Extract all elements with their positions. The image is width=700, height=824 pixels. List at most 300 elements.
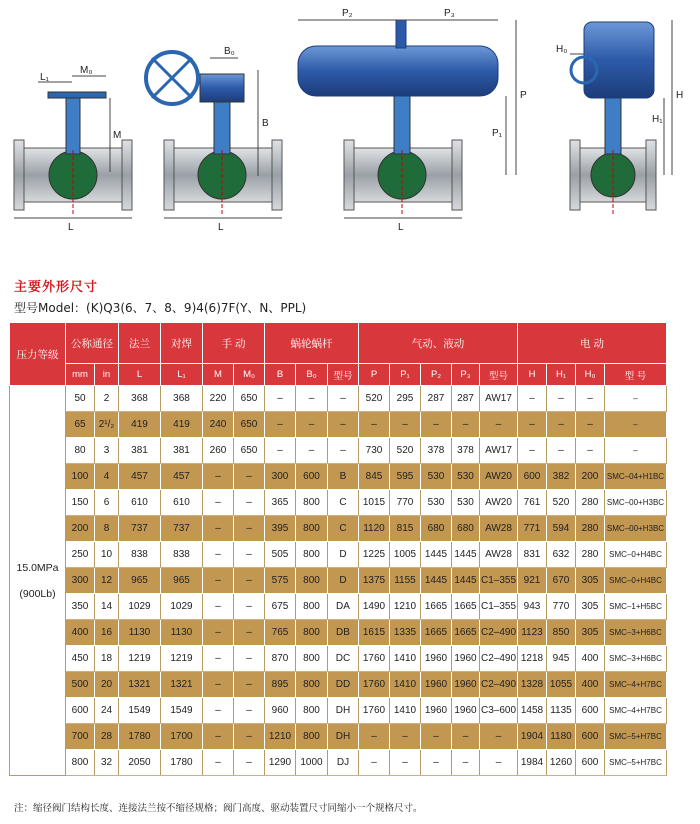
table-cell: 520 <box>390 438 421 464</box>
header-sub: H₁ <box>547 364 576 386</box>
table-cell: – <box>203 724 234 750</box>
header-sub: H <box>518 364 547 386</box>
table-row <box>10 386 667 412</box>
table-cell: 1665 <box>452 594 480 620</box>
table-cell: 381 <box>119 438 161 464</box>
table-cell: 800 <box>296 724 328 750</box>
table-cell: 800 <box>296 542 328 568</box>
table-cell: SMC–00+H3BC <box>605 516 667 542</box>
table-cell: DH <box>328 698 359 724</box>
table-row <box>10 412 667 438</box>
table-cell: C3–600 <box>480 698 518 724</box>
table-cell: 1960 <box>421 698 452 724</box>
table-cell: – <box>390 724 421 750</box>
model-line: 型号Model：(K)Q3(6、7、8、9)4(6)7F(Y、N、PPL) <box>14 301 307 315</box>
table-cell: – <box>576 438 605 464</box>
table-cell: C2–490 <box>480 672 518 698</box>
table-cell: – <box>576 386 605 412</box>
header-sub: M₀ <box>234 364 265 386</box>
table-cell: 600 <box>66 698 95 724</box>
table-cell: – <box>605 386 667 412</box>
table-cell: DA <box>328 594 359 620</box>
dim-label-P: P <box>520 90 527 101</box>
table-cell: – <box>359 724 390 750</box>
table-cell: 1960 <box>421 672 452 698</box>
table-cell: 1218 <box>518 646 547 672</box>
header-sub: L₁ <box>161 364 203 386</box>
table-cell: – <box>265 386 296 412</box>
table-cell: SMC–3+H6BC <box>605 620 667 646</box>
table-cell: 650 <box>234 412 265 438</box>
table-cell: 300 <box>265 464 296 490</box>
table-cell: 220 <box>203 386 234 412</box>
table-cell: 80 <box>66 438 95 464</box>
table-cell: 610 <box>119 490 161 516</box>
table-cell: 737 <box>161 516 203 542</box>
footnote: 注：缩径阀门结构长度、连接法兰按不缩径规格；阀门高度、驱动装置尺寸同缩小一个规格尺寸。 <box>14 803 423 814</box>
table-cell: – <box>547 386 576 412</box>
table-cell: 6 <box>95 490 119 516</box>
header-group: 对焊 <box>161 323 203 364</box>
table-cell: 1458 <box>518 698 547 724</box>
header-sub: L <box>119 364 161 386</box>
header-pressure: 压力等级 <box>10 323 66 386</box>
table-cell: 240 <box>203 412 234 438</box>
table-cell: 305 <box>576 594 605 620</box>
table-cell: 10 <box>95 542 119 568</box>
table-cell: 680 <box>452 516 480 542</box>
table-cell: 1780 <box>161 750 203 776</box>
table-cell: 771 <box>518 516 547 542</box>
table-cell: 1000 <box>296 750 328 776</box>
table-cell: – <box>421 750 452 776</box>
table-cell: – <box>518 386 547 412</box>
table-cell: 800 <box>296 672 328 698</box>
table-cell: C2–490 <box>480 620 518 646</box>
table-cell: – <box>203 464 234 490</box>
table-cell: 1445 <box>452 568 480 594</box>
table-cell: 1445 <box>421 542 452 568</box>
table-cell: SMC–0+H4BC <box>605 568 667 594</box>
table-cell: 1210 <box>265 724 296 750</box>
dim-label-L: L <box>68 222 74 233</box>
table-cell: 1375 <box>359 568 390 594</box>
table-cell: 8 <box>95 516 119 542</box>
table-cell: 1260 <box>547 750 576 776</box>
table-cell: C <box>328 490 359 516</box>
table-cell: 838 <box>161 542 203 568</box>
table-cell: DD <box>328 672 359 698</box>
table-cell: 280 <box>576 490 605 516</box>
table-cell: 305 <box>576 568 605 594</box>
dim-label-M: M <box>113 130 122 141</box>
table-cell: – <box>203 698 234 724</box>
table-cell: – <box>234 568 265 594</box>
table-cell: 600 <box>576 724 605 750</box>
table-cell: 20 <box>95 672 119 698</box>
table-cell: – <box>203 672 234 698</box>
table-cell: D <box>328 568 359 594</box>
table-cell: 457 <box>119 464 161 490</box>
table-cell: 350 <box>66 594 95 620</box>
table-cell: 400 <box>576 646 605 672</box>
table-cell: 1290 <box>265 750 296 776</box>
table-cell: 505 <box>265 542 296 568</box>
table-cell: 368 <box>161 386 203 412</box>
pressure-class-cell <box>10 386 66 776</box>
table-cell: C1–355 <box>480 594 518 620</box>
table-cell: 921 <box>518 568 547 594</box>
table-cell: – <box>234 620 265 646</box>
table-cell: C <box>328 516 359 542</box>
table-cell: – <box>452 750 480 776</box>
header-sub: P₃ <box>452 364 480 386</box>
table-cell: 1445 <box>452 542 480 568</box>
pressure-class-line: (900Lb) <box>19 587 56 600</box>
header-sub-row <box>10 364 667 386</box>
table-cell: – <box>452 724 480 750</box>
header-sub: 型 号 <box>605 364 667 386</box>
table-cell: 2050 <box>119 750 161 776</box>
header-sub: P₂ <box>421 364 452 386</box>
table-cell: 530 <box>421 464 452 490</box>
table-cell: SMC–5+H7BC <box>605 724 667 750</box>
table-cell: 770 <box>547 594 576 620</box>
table-cell: 14 <box>95 594 119 620</box>
table-row <box>10 542 667 568</box>
table-cell: 1445 <box>421 568 452 594</box>
table-cell: C1–355 <box>480 568 518 594</box>
table-cell: 895 <box>265 672 296 698</box>
table-cell: SMC–5+H7BC <box>605 750 667 776</box>
table-cell: 287 <box>421 386 452 412</box>
table-cell: 700 <box>66 724 95 750</box>
table-cell: 65 <box>66 412 95 438</box>
table-cell: 530 <box>452 490 480 516</box>
header-sub: B₀ <box>296 364 328 386</box>
section-title: 主要外形尺寸 <box>14 280 99 295</box>
table-cell: 368 <box>119 386 161 412</box>
table-cell: 943 <box>518 594 547 620</box>
table-row <box>10 724 667 750</box>
table-cell: 610 <box>161 490 203 516</box>
dim-label-B: B <box>262 118 269 129</box>
table-cell: AW20 <box>480 490 518 516</box>
table-cell: 520 <box>547 490 576 516</box>
table-cell: – <box>296 412 328 438</box>
table-cell: – <box>547 438 576 464</box>
header-sub: mm <box>66 364 95 386</box>
table-cell: – <box>390 412 421 438</box>
table-cell: – <box>421 724 452 750</box>
table-cell: – <box>265 412 296 438</box>
table-cell: 595 <box>390 464 421 490</box>
table-cell: 600 <box>296 464 328 490</box>
table-cell: AW28 <box>480 516 518 542</box>
table-cell: 1219 <box>161 646 203 672</box>
table-cell: DB <box>328 620 359 646</box>
table-cell: 1219 <box>119 646 161 672</box>
table-cell: 765 <box>265 620 296 646</box>
table-cell: 1015 <box>359 490 390 516</box>
table-cell: AW20 <box>480 464 518 490</box>
table-cell: – <box>203 542 234 568</box>
table-cell: 650 <box>234 438 265 464</box>
table-row <box>10 698 667 724</box>
table-row <box>10 568 667 594</box>
table-cell: 520 <box>359 386 390 412</box>
table-cell: 1005 <box>390 542 421 568</box>
table-cell: 1055 <box>547 672 576 698</box>
table-cell: 200 <box>576 464 605 490</box>
table-cell: – <box>296 386 328 412</box>
table-cell: 378 <box>421 438 452 464</box>
table-cell: – <box>203 646 234 672</box>
table-cell: 594 <box>547 516 576 542</box>
table-cell: 100 <box>66 464 95 490</box>
table-cell: 200 <box>66 516 95 542</box>
table-cell: 1780 <box>119 724 161 750</box>
dim-label-H0: H₀ <box>556 44 568 55</box>
table-cell: 831 <box>518 542 547 568</box>
table-row <box>10 646 667 672</box>
table-cell: 1760 <box>359 698 390 724</box>
table-cell: 1180 <box>547 724 576 750</box>
table-cell: 12 <box>95 568 119 594</box>
table-cell: 1410 <box>390 672 421 698</box>
dim-label-M0: M₀ <box>80 65 93 76</box>
table-cell: 800 <box>296 620 328 646</box>
table-cell: 945 <box>547 646 576 672</box>
table-cell: 400 <box>576 672 605 698</box>
table-cell: 3 <box>95 438 119 464</box>
table-cell: 300 <box>66 568 95 594</box>
header-sub: in <box>95 364 119 386</box>
table-cell: 395 <box>265 516 296 542</box>
table-cell: – <box>547 412 576 438</box>
table-cell: 1665 <box>421 620 452 646</box>
table-cell: 800 <box>296 646 328 672</box>
table-cell: 1321 <box>119 672 161 698</box>
table-cell: – <box>234 516 265 542</box>
table-cell: AW17 <box>480 386 518 412</box>
header-sub: 型号 <box>328 364 359 386</box>
table-cell: 680 <box>421 516 452 542</box>
table-cell: 575 <box>265 568 296 594</box>
table-cell: 1615 <box>359 620 390 646</box>
table-row <box>10 516 667 542</box>
table-cell: SMC–3+H6BC <box>605 646 667 672</box>
table-cell: 305 <box>576 620 605 646</box>
table-cell: – <box>203 516 234 542</box>
table-cell: 965 <box>119 568 161 594</box>
table-cell: D <box>328 542 359 568</box>
table-cell: 1029 <box>161 594 203 620</box>
dimension-table <box>9 322 667 776</box>
table-cell: 378 <box>452 438 480 464</box>
table-cell: 18 <box>95 646 119 672</box>
table-row <box>10 620 667 646</box>
table-cell: – <box>234 672 265 698</box>
table-cell: 1210 <box>390 594 421 620</box>
dim-label-P3: P₃ <box>444 8 455 19</box>
table-body <box>10 386 667 776</box>
table-cell: – <box>328 412 359 438</box>
table-row <box>10 438 667 464</box>
table-cell: 1130 <box>119 620 161 646</box>
table-cell: – <box>203 568 234 594</box>
table-cell: 260 <box>203 438 234 464</box>
table-cell: – <box>359 412 390 438</box>
header-sub: H₀ <box>576 364 605 386</box>
table-cell: – <box>234 724 265 750</box>
table-cell: 1700 <box>161 724 203 750</box>
header-group: 公称通径 <box>66 323 119 364</box>
dim-label-B0: B₀ <box>224 46 235 57</box>
table-cell: 280 <box>576 516 605 542</box>
table-cell: 960 <box>265 698 296 724</box>
table-cell: 770 <box>390 490 421 516</box>
table-cell: 419 <box>119 412 161 438</box>
valve-illustrations <box>0 0 700 262</box>
ball-valve-electric-icon <box>570 22 656 215</box>
table-cell: – <box>518 412 547 438</box>
table-cell: 4 <box>95 464 119 490</box>
table-cell: SMC–04+H1BC <box>605 464 667 490</box>
table-cell: – <box>605 412 667 438</box>
table-cell: – <box>265 438 296 464</box>
table-cell: AW28 <box>480 542 518 568</box>
table-cell: 1984 <box>518 750 547 776</box>
table-cell: C2–490 <box>480 646 518 672</box>
header-group: 气动、液动 <box>359 323 518 364</box>
table-cell: 280 <box>576 542 605 568</box>
header-sub: M <box>203 364 234 386</box>
table-cell: DC <box>328 646 359 672</box>
table-cell: 815 <box>390 516 421 542</box>
table-cell: 800 <box>296 490 328 516</box>
table-cell: 530 <box>421 490 452 516</box>
table-cell: 1960 <box>452 698 480 724</box>
table-cell: 1960 <box>421 646 452 672</box>
table-cell: 1760 <box>359 672 390 698</box>
table-cell: – <box>234 750 265 776</box>
header-sub: B <box>265 364 296 386</box>
table-cell: – <box>359 750 390 776</box>
table-cell: 838 <box>119 542 161 568</box>
table-cell: 850 <box>547 620 576 646</box>
table-cell: – <box>234 542 265 568</box>
table-cell: AW17 <box>480 438 518 464</box>
table-cell: 28 <box>95 724 119 750</box>
table-cell: – <box>605 438 667 464</box>
table-cell: 1760 <box>359 646 390 672</box>
ball-valve-manual-icon <box>14 92 132 215</box>
table-cell: 800 <box>296 568 328 594</box>
table-cell: 1328 <box>518 672 547 698</box>
table-cell: – <box>480 724 518 750</box>
header-group: 蜗轮蜗杆 <box>265 323 359 364</box>
table-cell: 730 <box>359 438 390 464</box>
header-group: 电 动 <box>518 323 667 364</box>
table-cell: DJ <box>328 750 359 776</box>
header-group: 法兰 <box>119 323 161 364</box>
table-cell: 1490 <box>359 594 390 620</box>
table-cell: 1960 <box>452 646 480 672</box>
table-cell: 1130 <box>161 620 203 646</box>
table-cell: SMC–4+H7BC <box>605 698 667 724</box>
table-cell: 1335 <box>390 620 421 646</box>
table-cell: – <box>390 750 421 776</box>
table-cell: 1321 <box>161 672 203 698</box>
table-cell: B <box>328 464 359 490</box>
table-cell: – <box>234 594 265 620</box>
table-cell: 500 <box>66 672 95 698</box>
ball-valve-worm-gear-icon <box>146 52 282 215</box>
table-cell: SMC–00+H3BC <box>605 490 667 516</box>
table-row <box>10 750 667 776</box>
table-cell: 600 <box>576 750 605 776</box>
table-cell: 1135 <box>547 698 576 724</box>
table-cell: 1410 <box>390 646 421 672</box>
table-cell: – <box>480 412 518 438</box>
table-cell: 2 <box>95 386 119 412</box>
dim-label-H: H <box>676 90 684 101</box>
table-cell: 24 <box>95 698 119 724</box>
table-cell: 419 <box>161 412 203 438</box>
table-cell: 457 <box>161 464 203 490</box>
table-cell: 800 <box>296 594 328 620</box>
table-cell: 287 <box>452 386 480 412</box>
table-cell: SMC–1+H5BC <box>605 594 667 620</box>
table-cell: 32 <box>95 750 119 776</box>
dim-label-L-pneu: L <box>398 222 404 233</box>
table-cell: – <box>234 490 265 516</box>
table-row <box>10 672 667 698</box>
table-cell: – <box>203 620 234 646</box>
header-sub: P₁ <box>390 364 421 386</box>
table-cell: SMC–4+H7BC <box>605 672 667 698</box>
table-cell: 1665 <box>452 620 480 646</box>
ball-valve-pneumatic-icon <box>298 20 498 215</box>
table-cell: 737 <box>119 516 161 542</box>
table-cell: – <box>203 490 234 516</box>
table-cell: 1665 <box>421 594 452 620</box>
table-cell: 150 <box>66 490 95 516</box>
table-cell: 965 <box>161 568 203 594</box>
table-cell: 530 <box>452 464 480 490</box>
table-cell: – <box>234 464 265 490</box>
table-cell: 450 <box>66 646 95 672</box>
table-cell: 1155 <box>390 568 421 594</box>
table-cell: 365 <box>265 490 296 516</box>
header-sub: 型号 <box>480 364 518 386</box>
table-cell: 1960 <box>452 672 480 698</box>
table-cell: 382 <box>547 464 576 490</box>
dim-label-P2: P₂ <box>342 8 353 19</box>
table-cell: – <box>452 412 480 438</box>
table-row <box>10 464 667 490</box>
table-cell: – <box>296 438 328 464</box>
table-cell: 632 <box>547 542 576 568</box>
table-cell: 800 <box>296 698 328 724</box>
table-cell: – <box>328 438 359 464</box>
table-cell: 600 <box>576 698 605 724</box>
table-cell: 16 <box>95 620 119 646</box>
table-cell: 295 <box>390 386 421 412</box>
dim-label-P1: P₁ <box>492 128 503 139</box>
table-cell: DH <box>328 724 359 750</box>
